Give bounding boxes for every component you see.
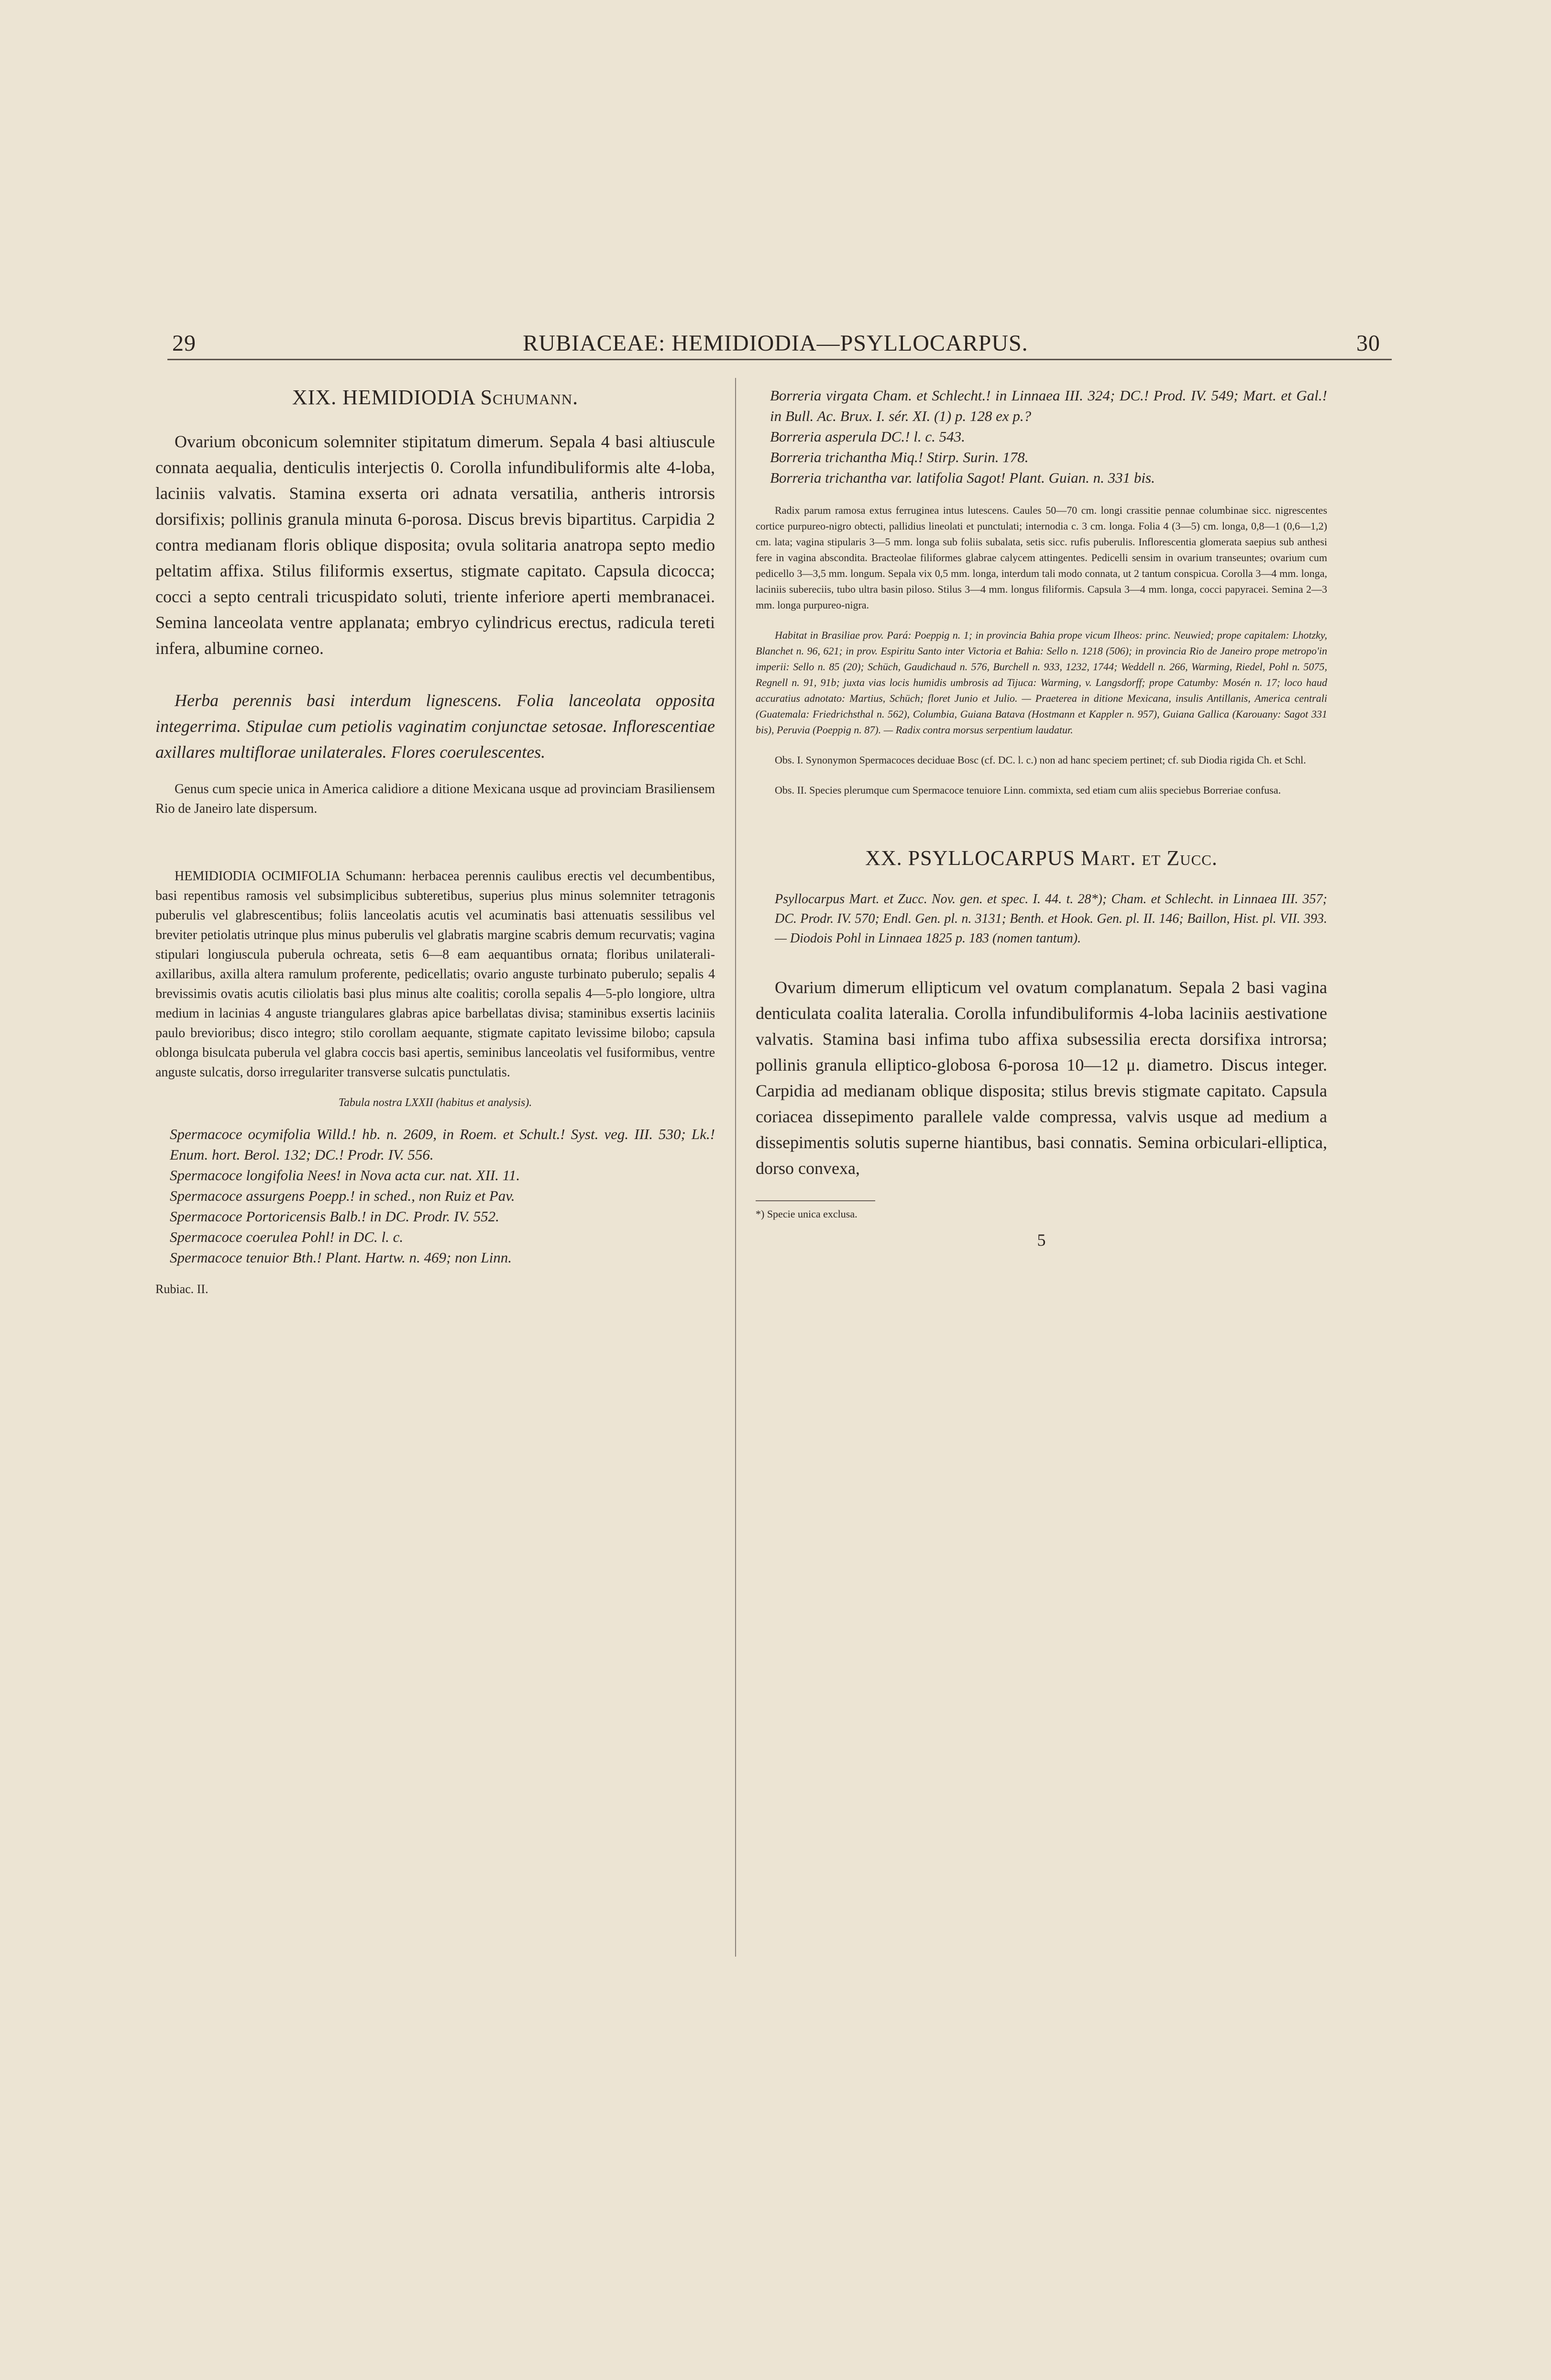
synonym-entry: Borreria trichantha Miq.! Stirp. Surin. 178.: [770, 449, 1029, 465]
detailed-description: Radix parum ramosa extus ferruginea intus lutescens. Caules 50—70 cm. longi crassitie pennae columbinae sicc. nigrescentes cortice purpureo-nigro obtecti, pallidius lineolati et punctulati; internodia c. 3 cm. longa. Folia 4 (3—5) cm. longa, 0,8—1 (0,6—1,2) cm. lata; vagina stipularis 3—5 mm. longa sub foliis subalata, setis sicc. rufis puberulis. Inflorescentia glomerata saepius sub anthesi fere in vagina abscondita. Bracteolae filiformes glabrae calycem attingentes. Pedicelli sensim in ovarium transeuntes; ovarium cum pedicello 3—3,5 mm. longum. Sepala vix 0,5 mm. longa, interdum tali modo connata, ut 2 tantum conspicua. Corolla 3—4 mm. longa, laciniis subereciis, tubo ultra basin piloso. Stilus 3—4 mm. longus filiformis. Capsula 3—4 mm. longa, cocci papyracei. Semina 2—3 mm. longa purpureo-nigra.: [756, 504, 1327, 611]
right-column: [756, 385, 1327, 1250]
observation-2: Obs. II. Species plerumque cum Spermacoce tenuiore Linn. commixta, sed etiam cum aliis speciebus Borreriae confusa.: [775, 784, 1281, 796]
synonym-entry: Spermacoce coerulea Pohl! in DC. l. c.: [170, 1229, 404, 1245]
habitat-text: Habitat in Brasiliae prov. Pará: Poeppig n. 1; in provincia Bahia prope vicum Ilheos: princ. Neuwied; prope capitalem: Lhotzky, Blanchet n. 96, 621; in prov. Espiritu Santo inter Victoria et Bahia: Sello n. 1218 (506); in provincia Rio de Janeiro prope metropo'in imperii: Sello n. 85 (20); Schüch, Gaudichaud n. 576, Burchell n. 933, 1232, 1744; Weddell n. 266, Warming, Riedel, Pohl n. 5075, Regnell n. 91, 91b; juxta vias locis humidis umbrosis ad Tijuca: Warming, v. Langsdorff; prope Catumby: Mosén n. 17; loco haud accuratius adnotato: Martius, Schüch; floret Junio et Julio. — Praeterea in ditione Mexicana, insulis Antillanis, America centrali (Guatemala: Friedrichsthal n. 562), Columbia, Guiana Batava (Hostmann et Kappler n. 957), Guiana Gallica (Karouany: Sagot 331 bis), Peruvia (Poeppig n. 87). — Radix contra morsus serpentium laudatur.: [756, 629, 1327, 736]
generic-description: Ovarium obconicum solemniter stipitatum dimerum. Sepala 4 basi altiuscule connata aequalia, denticulis interjectis 0. Corolla infundibuliformis alte 4-loba, laciniis valvatis. Stamina exserta ori adnata versatilia, antheris introrsis dorsifixis; pollinis granula minuta 6-porosa. Discus brevis bipartitus. Carpidia 2 contra medianam floris oblique disposita; ovula solitaria anatropa septo medio peltatim affixa. Stilus filiformis exsertus, stigmate capitato. Capsula dicocca; cocci a septo centrali tricuspidato soluti, triente inferiore aperti membranacei. Semina lanceolata ventre applanata; embryo cylindricus erectus, radicula tereti infera, albumine corneo.: [155, 432, 715, 658]
page-number-right: 30: [1356, 331, 1380, 356]
signature-number: 5: [1037, 1230, 1046, 1250]
section-author: Schumann.: [480, 386, 579, 409]
synonym-list: [155, 1124, 715, 1268]
footnote: *) Specie unica exclusa.: [756, 1208, 858, 1220]
plate-caption: Tabula nostra LXXII (habitus et analysis).: [338, 1096, 532, 1109]
header-rule: [167, 359, 1392, 360]
genus-synonymy: Psyllocarpus Mart. et Zucc. Nov. gen. et spec. I. 44. t. 28*); Cham. et Schlecht. in Linnaea III. 357; DC. Prodr. IV. 570; Endl. Gen. pl. n. 3131; Benth. et Hook. Gen. pl. II. 146; Baillon, Hist. pl. VII. 393. — Diodois Pohl in Linnaea 1825 p. 183 (nomen tantum).: [775, 892, 1327, 946]
species-description: HEMIDIODIA OCIMIFOLIA Schumann: herbacea perennis caulibus erectis vel decumbentibus, basi repentibus ramosis vel subsimplicibus subteretibus, superius plus minus solemniter tetragonis puberulis vel glabrescentibus; foliis lanceolatis acutis vel acuminatis basi attenuatis sessilibus vel breviter petiolatis utrinque plus minus puberulis vel glabratis margine scabris demum recurvatis; vagina stipulari longiuscula puberula ochreata, setis 6—8 eam aequantibus ornata; floribus unilaterali-axillaribus, axilla altera ramulum proferente, pedicellatis; ovario anguste turbinato puberulo; sepalis 4 brevissimis ovatis acutis ciliolatis basi plus minus alte coalitis; corolla sepalis 4—5-plo longiore, ultra medium in lacinias 4 anguste triangulares glabras apice barbellatas divisa; staminibus exsertis laciniis paulo brevioribus; disco integro; stilo corollam aequante, stigmate capitato levissime bilobo; capsula oblonga bisulcata puberula vel glabra coccis basi apertis, seminibus lanceolatis vel fusiformibus, ventre anguste sulcatis, dorso irregulariter transverse sulcatis punctulatis.: [155, 869, 715, 1080]
section-genus: HEMIDIODIA: [342, 386, 475, 409]
synonym-entry: Spermacoce Portoricensis Balb.! in DC. Prodr. IV. 552.: [170, 1208, 499, 1225]
section-title-psyllocarpus: [756, 846, 1327, 870]
habit-description: Herba perennis basi interdum lignescens. Folia lanceolata opposita integerrima. Stipulae cum petiolis vaginatim conjunctae setosae. Inflorescentiae axillares multiflorae unilaterales. Flores coerulescentes.: [155, 691, 715, 762]
section-title-hemidiodia: [155, 385, 715, 410]
footnote-rule: [756, 1200, 875, 1201]
borreria-synonyms: [756, 385, 1327, 488]
synonym-entry: Spermacoce tenuior Bth.! Plant. Hartw. n. 469; non Linn.: [170, 1249, 512, 1266]
synonym-entry: Spermacoce longifolia Nees! in Nova acta cur. nat. XII. 11.: [170, 1167, 520, 1184]
synonym-entry: Borreria asperula DC.! l. c. 543.: [770, 428, 965, 445]
synonym-entry: Borreria virgata Cham. et Schlecht.! in Linnaea III. 324; DC.! Prod. IV. 549; Mart. et Gal.! in Bull. Ac. Brux. I. sér. XI. (1) p. 128 ex p.?: [770, 387, 1327, 424]
printer-signature: Rubiac. II.: [155, 1282, 209, 1296]
left-column: [155, 385, 715, 1296]
page-number-left: 29: [172, 331, 196, 356]
synonym-entry: Borreria trichantha var. latifolia Sagot! Plant. Guian. n. 331 bis.: [770, 469, 1155, 486]
section-roman: XIX.: [292, 386, 337, 409]
section-genus: PSYLLOCARPUS: [908, 846, 1076, 870]
distribution-text: Genus cum specie unica in America calidiore a ditione Mexicana usque ad provinciam Brasiliensem Rio de Janeiro late dispersum.: [155, 782, 715, 816]
observation-1: Obs. I. Synonymon Spermacoces deciduae Bosc (cf. DC. l. c.) non ad hanc speciem pertinet; cf. sub Diodia rigida Ch. et Schl.: [775, 754, 1306, 766]
running-title: RUBIACEAE: HEMIDIODIA—PSYLLOCARPUS.: [523, 331, 1028, 356]
section-author: Mart. et Zucc.: [1081, 846, 1218, 870]
column-divider: [735, 378, 736, 1957]
synonym-entry: Spermacoce ocymifolia Willd.! hb. n. 2609, in Roem. et Schult.! Syst. veg. III. 530; Lk.! Enum. hort. Berol. 132; DC.! Prodr. IV. 556.: [170, 1126, 715, 1163]
section-roman: XX.: [865, 846, 902, 870]
synonym-entry: Spermacoce assurgens Poepp.! in sched., non Ruiz et Pav.: [170, 1187, 515, 1204]
generic-description: Ovarium dimerum ellipticum vel ovatum complanatum. Sepala 2 basi vagina denticulata coalita lateralia. Corolla infundibuliformis 4-loba laciniis aestivatione valvatis. Stamina basi infima tubo affixa subsessilia erecta dorsifixa introrsa; pollinis granula elliptico-globosa 6-porosa 10—12 μ. diametro. Discus integer. Carpidia ad medianam oblique disposita; stilus brevis stigmate capitato. Capsula coriacea dissepimento parallele valde compressa, valvis usque ad medium a dissepimentis solutis superne hiantibus, basi connatis. Semina orbiculari-elliptica, dorso convexa,: [756, 978, 1327, 1178]
